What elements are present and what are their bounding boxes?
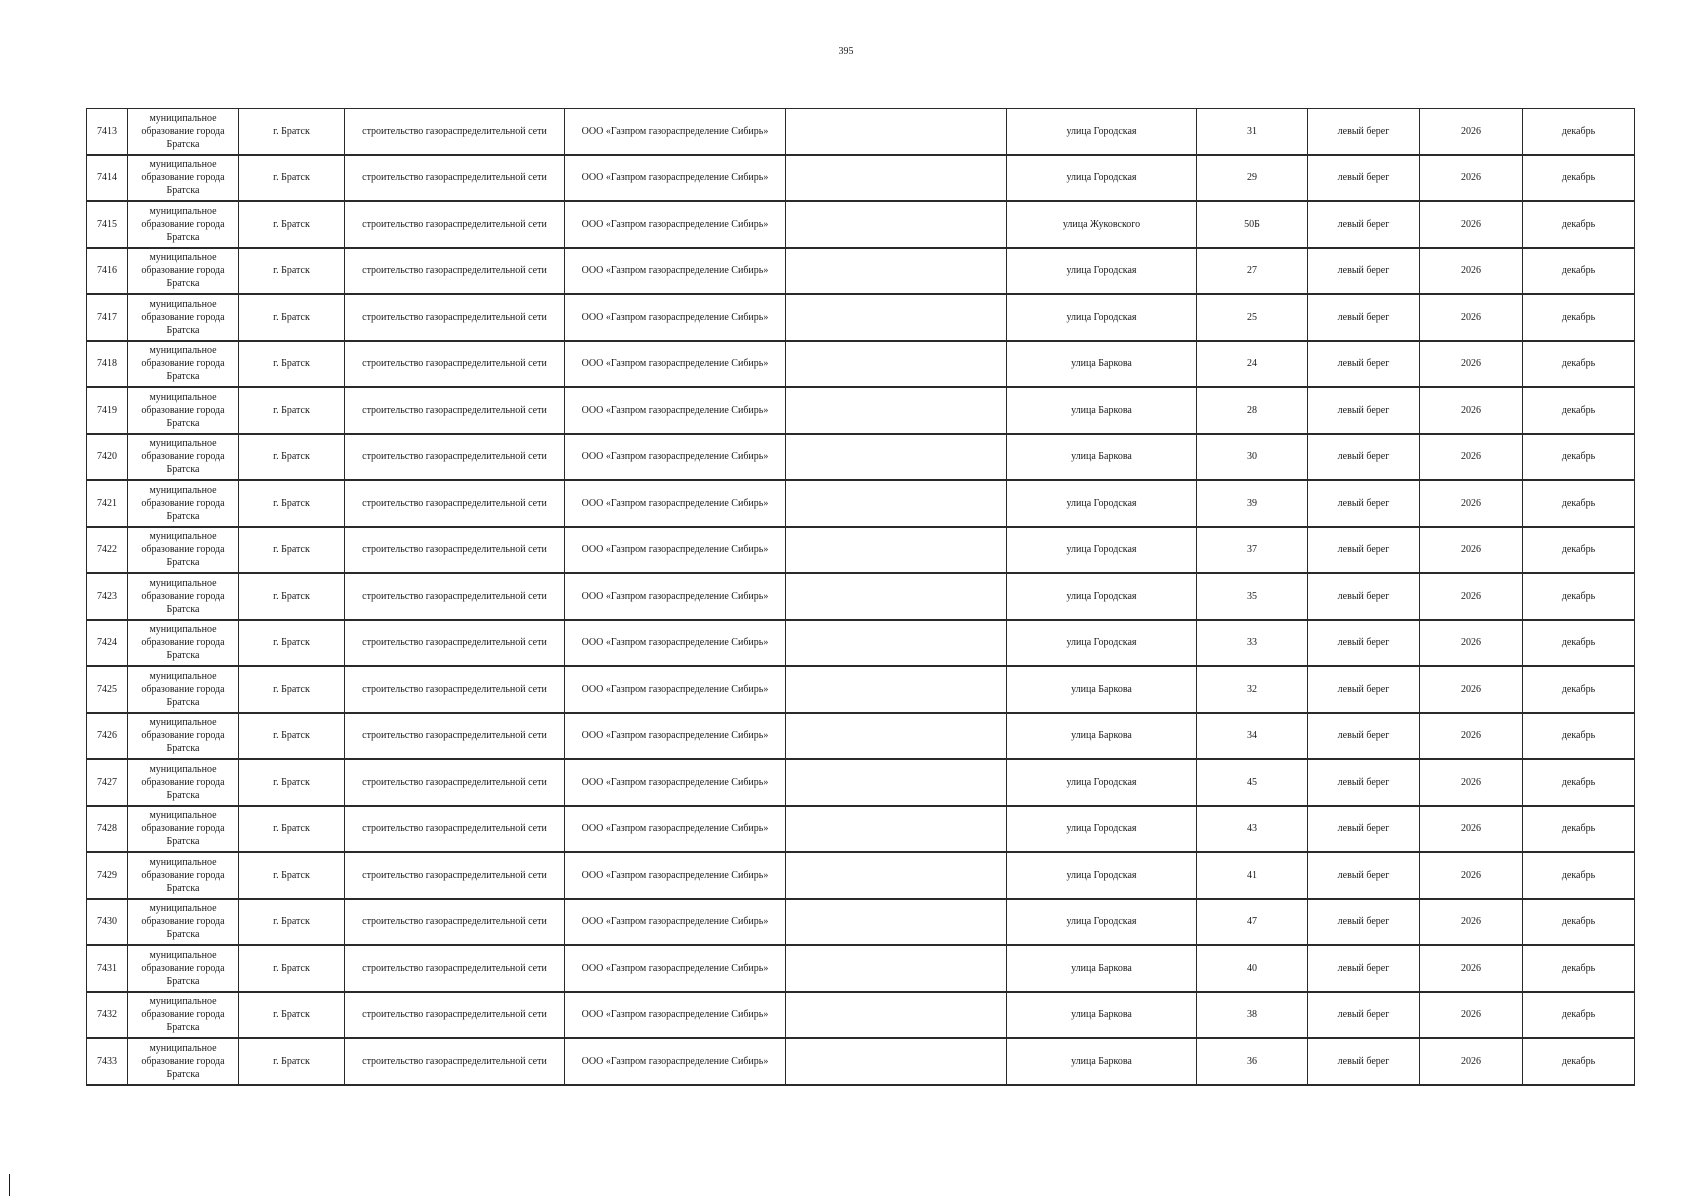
river-bank-cell: левый берег	[1308, 713, 1420, 760]
month-cell: декабрь	[1523, 759, 1635, 806]
municipality-cell: муниципальное образование города Братска	[128, 155, 239, 202]
empty-cell	[786, 248, 1007, 295]
street-cell: улица Баркова	[1007, 666, 1197, 713]
work-type-cell: строительство газораспределительной сети	[345, 666, 565, 713]
year-cell: 2026	[1420, 852, 1523, 899]
table-row	[87, 341, 1635, 388]
table-row	[87, 248, 1635, 295]
empty-cell	[786, 759, 1007, 806]
municipality-cell: муниципальное образование города Братска	[128, 759, 239, 806]
month-cell: декабрь	[1523, 573, 1635, 620]
work-type-cell: строительство газораспределительной сети	[345, 527, 565, 574]
row-number-cell: 7431	[87, 945, 128, 992]
page-number: 395	[838, 46, 854, 57]
work-type-cell: строительство газораспределительной сети	[345, 573, 565, 620]
month-cell: декабрь	[1523, 155, 1635, 202]
table-row	[87, 713, 1635, 760]
month-cell: декабрь	[1523, 341, 1635, 388]
row-number-cell: 7426	[87, 713, 128, 760]
year-cell: 2026	[1420, 1038, 1523, 1085]
municipality-cell: муниципальное образование города Братска	[128, 109, 239, 155]
house-number-cell: 30	[1197, 434, 1308, 481]
table-row	[87, 201, 1635, 248]
river-bank-cell: левый берег	[1308, 341, 1420, 388]
empty-cell	[786, 1038, 1007, 1085]
empty-cell	[786, 666, 1007, 713]
organization-cell: ООО «Газпром газораспределение Сибирь»	[565, 109, 786, 155]
work-type-cell: строительство газораспределительной сети	[345, 806, 565, 853]
city-cell: г. Братск	[239, 155, 345, 202]
city-cell: г. Братск	[239, 852, 345, 899]
work-type-cell: строительство газораспределительной сети	[345, 899, 565, 946]
municipality-cell: муниципальное образование города Братска	[128, 806, 239, 853]
house-number-cell: 43	[1197, 806, 1308, 853]
organization-cell: ООО «Газпром газораспределение Сибирь»	[565, 713, 786, 760]
street-cell: улица Баркова	[1007, 434, 1197, 481]
row-number-cell: 7424	[87, 620, 128, 667]
year-cell: 2026	[1420, 666, 1523, 713]
river-bank-cell: левый берег	[1308, 248, 1420, 295]
month-cell: декабрь	[1523, 527, 1635, 574]
street-cell: улица Городская	[1007, 155, 1197, 202]
city-cell: г. Братск	[239, 480, 345, 527]
empty-cell	[786, 713, 1007, 760]
house-number-cell: 39	[1197, 480, 1308, 527]
organization-cell: ООО «Газпром газораспределение Сибирь»	[565, 1038, 786, 1085]
row-number-cell: 7428	[87, 806, 128, 853]
city-cell: г. Братск	[239, 806, 345, 853]
table-row	[87, 945, 1635, 992]
month-cell: декабрь	[1523, 666, 1635, 713]
month-cell: декабрь	[1523, 1038, 1635, 1085]
city-cell: г. Братск	[239, 713, 345, 760]
municipality-cell: муниципальное образование города Братска	[128, 620, 239, 667]
city-cell: г. Братск	[239, 248, 345, 295]
work-type-cell: строительство газораспределительной сети	[345, 945, 565, 992]
month-cell: декабрь	[1523, 806, 1635, 853]
year-cell: 2026	[1420, 573, 1523, 620]
table-row	[87, 527, 1635, 574]
river-bank-cell: левый берег	[1308, 620, 1420, 667]
street-cell: улица Городская	[1007, 899, 1197, 946]
river-bank-cell: левый берег	[1308, 434, 1420, 481]
river-bank-cell: левый берег	[1308, 899, 1420, 946]
city-cell: г. Братск	[239, 992, 345, 1039]
house-number-cell: 47	[1197, 899, 1308, 946]
house-number-cell: 25	[1197, 294, 1308, 341]
row-number-cell: 7433	[87, 1038, 128, 1085]
row-number-cell: 7420	[87, 434, 128, 481]
work-type-cell: строительство газораспределительной сети	[345, 387, 565, 434]
month-cell: декабрь	[1523, 201, 1635, 248]
month-cell: декабрь	[1523, 109, 1635, 155]
city-cell: г. Братск	[239, 1038, 345, 1085]
river-bank-cell: левый берег	[1308, 1038, 1420, 1085]
organization-cell: ООО «Газпром газораспределение Сибирь»	[565, 248, 786, 295]
municipality-cell: муниципальное образование города Братска	[128, 852, 239, 899]
work-type-cell: строительство газораспределительной сети	[345, 1038, 565, 1085]
registry-table-body	[87, 109, 1635, 1085]
city-cell: г. Братск	[239, 109, 345, 155]
river-bank-cell: левый берег	[1308, 806, 1420, 853]
table-row	[87, 573, 1635, 620]
street-cell: улица Баркова	[1007, 341, 1197, 388]
organization-cell: ООО «Газпром газораспределение Сибирь»	[565, 527, 786, 574]
river-bank-cell: левый берег	[1308, 109, 1420, 155]
house-number-cell: 38	[1197, 992, 1308, 1039]
house-number-cell: 29	[1197, 155, 1308, 202]
row-number-cell: 7418	[87, 341, 128, 388]
empty-cell	[786, 945, 1007, 992]
organization-cell: ООО «Газпром газораспределение Сибирь»	[565, 759, 786, 806]
river-bank-cell: левый берег	[1308, 480, 1420, 527]
year-cell: 2026	[1420, 201, 1523, 248]
empty-cell	[786, 434, 1007, 481]
street-cell: улица Городская	[1007, 248, 1197, 295]
river-bank-cell: левый берег	[1308, 945, 1420, 992]
year-cell: 2026	[1420, 806, 1523, 853]
empty-cell	[786, 480, 1007, 527]
river-bank-cell: левый берег	[1308, 527, 1420, 574]
street-cell: улица Городская	[1007, 527, 1197, 574]
table-row	[87, 155, 1635, 202]
empty-cell	[786, 620, 1007, 667]
year-cell: 2026	[1420, 434, 1523, 481]
river-bank-cell: левый берег	[1308, 294, 1420, 341]
month-cell: декабрь	[1523, 992, 1635, 1039]
row-number-cell: 7416	[87, 248, 128, 295]
month-cell: декабрь	[1523, 852, 1635, 899]
municipality-cell: муниципальное образование города Братска	[128, 992, 239, 1039]
year-cell: 2026	[1420, 480, 1523, 527]
house-number-cell: 27	[1197, 248, 1308, 295]
month-cell: декабрь	[1523, 899, 1635, 946]
month-cell: декабрь	[1523, 387, 1635, 434]
house-number-cell: 35	[1197, 573, 1308, 620]
house-number-cell: 45	[1197, 759, 1308, 806]
municipality-cell: муниципальное образование города Братска	[128, 294, 239, 341]
city-cell: г. Братск	[239, 527, 345, 574]
municipality-cell: муниципальное образование города Братска	[128, 201, 239, 248]
year-cell: 2026	[1420, 155, 1523, 202]
organization-cell: ООО «Газпром газораспределение Сибирь»	[565, 387, 786, 434]
work-type-cell: строительство газораспределительной сети	[345, 852, 565, 899]
year-cell: 2026	[1420, 945, 1523, 992]
work-type-cell: строительство газораспределительной сети	[345, 620, 565, 667]
table-row	[87, 480, 1635, 527]
empty-cell	[786, 109, 1007, 155]
city-cell: г. Братск	[239, 759, 345, 806]
street-cell: улица Городская	[1007, 294, 1197, 341]
year-cell: 2026	[1420, 899, 1523, 946]
city-cell: г. Братск	[239, 387, 345, 434]
city-cell: г. Братск	[239, 341, 345, 388]
river-bank-cell: левый берег	[1308, 573, 1420, 620]
month-cell: декабрь	[1523, 620, 1635, 667]
organization-cell: ООО «Газпром газораспределение Сибирь»	[565, 945, 786, 992]
house-number-cell: 40	[1197, 945, 1308, 992]
city-cell: г. Братск	[239, 620, 345, 667]
house-number-cell: 24	[1197, 341, 1308, 388]
city-cell: г. Братск	[239, 899, 345, 946]
organization-cell: ООО «Газпром газораспределение Сибирь»	[565, 294, 786, 341]
street-cell: улица Городская	[1007, 109, 1197, 155]
work-type-cell: строительство газораспределительной сети	[345, 434, 565, 481]
table-row	[87, 1038, 1635, 1085]
street-cell: улица Баркова	[1007, 1038, 1197, 1085]
municipality-cell: муниципальное образование города Братска	[128, 899, 239, 946]
work-type-cell: строительство газораспределительной сети	[345, 759, 565, 806]
month-cell: декабрь	[1523, 480, 1635, 527]
empty-cell	[786, 899, 1007, 946]
street-cell: улица Баркова	[1007, 713, 1197, 760]
street-cell: улица Городская	[1007, 806, 1197, 853]
year-cell: 2026	[1420, 248, 1523, 295]
city-cell: г. Братск	[239, 573, 345, 620]
organization-cell: ООО «Газпром газораспределение Сибирь»	[565, 666, 786, 713]
river-bank-cell: левый берег	[1308, 992, 1420, 1039]
municipality-cell: муниципальное образование города Братска	[128, 387, 239, 434]
organization-cell: ООО «Газпром газораспределение Сибирь»	[565, 341, 786, 388]
work-type-cell: строительство газораспределительной сети	[345, 109, 565, 155]
month-cell: декабрь	[1523, 434, 1635, 481]
table-row	[87, 899, 1635, 946]
work-type-cell: строительство газораспределительной сети	[345, 201, 565, 248]
city-cell: г. Братск	[239, 945, 345, 992]
street-cell: улица Городская	[1007, 480, 1197, 527]
year-cell: 2026	[1420, 294, 1523, 341]
street-cell: улица Городская	[1007, 573, 1197, 620]
table-row	[87, 806, 1635, 853]
house-number-cell: 33	[1197, 620, 1308, 667]
year-cell: 2026	[1420, 759, 1523, 806]
organization-cell: ООО «Газпром газораспределение Сибирь»	[565, 620, 786, 667]
house-number-cell: 34	[1197, 713, 1308, 760]
river-bank-cell: левый берег	[1308, 155, 1420, 202]
river-bank-cell: левый берег	[1308, 387, 1420, 434]
empty-cell	[786, 341, 1007, 388]
house-number-cell: 31	[1197, 109, 1308, 155]
work-type-cell: строительство газораспределительной сети	[345, 294, 565, 341]
empty-cell	[786, 201, 1007, 248]
organization-cell: ООО «Газпром газораспределение Сибирь»	[565, 155, 786, 202]
organization-cell: ООО «Газпром газораспределение Сибирь»	[565, 434, 786, 481]
table-row	[87, 620, 1635, 667]
work-type-cell: строительство газораспределительной сети	[345, 341, 565, 388]
street-cell: улица Баркова	[1007, 992, 1197, 1039]
river-bank-cell: левый берег	[1308, 852, 1420, 899]
row-number-cell: 7425	[87, 666, 128, 713]
organization-cell: ООО «Газпром газораспределение Сибирь»	[565, 852, 786, 899]
municipality-cell: муниципальное образование города Братска	[128, 434, 239, 481]
municipality-cell: муниципальное образование города Братска	[128, 1038, 239, 1085]
street-cell: улица Баркова	[1007, 387, 1197, 434]
empty-cell	[786, 806, 1007, 853]
empty-cell	[786, 852, 1007, 899]
empty-cell	[786, 527, 1007, 574]
row-number-cell: 7413	[87, 109, 128, 155]
table-row	[87, 434, 1635, 481]
organization-cell: ООО «Газпром газораспределение Сибирь»	[565, 201, 786, 248]
work-type-cell: строительство газораспределительной сети	[345, 480, 565, 527]
row-number-cell: 7414	[87, 155, 128, 202]
month-cell: декабрь	[1523, 945, 1635, 992]
row-number-cell: 7419	[87, 387, 128, 434]
year-cell: 2026	[1420, 620, 1523, 667]
work-type-cell: строительство газораспределительной сети	[345, 155, 565, 202]
row-number-cell: 7427	[87, 759, 128, 806]
street-cell: улица Городская	[1007, 852, 1197, 899]
row-number-cell: 7422	[87, 527, 128, 574]
house-number-cell: 41	[1197, 852, 1308, 899]
row-number-cell: 7423	[87, 573, 128, 620]
row-number-cell: 7415	[87, 201, 128, 248]
municipality-cell: муниципальное образование города Братска	[128, 945, 239, 992]
row-number-cell: 7421	[87, 480, 128, 527]
river-bank-cell: левый берег	[1308, 201, 1420, 248]
empty-cell	[786, 573, 1007, 620]
municipality-cell: муниципальное образование города Братска	[128, 713, 239, 760]
year-cell: 2026	[1420, 527, 1523, 574]
registry-table	[86, 108, 1635, 1086]
empty-cell	[786, 992, 1007, 1039]
year-cell: 2026	[1420, 387, 1523, 434]
year-cell: 2026	[1420, 713, 1523, 760]
river-bank-cell: левый берег	[1308, 759, 1420, 806]
table-row	[87, 759, 1635, 806]
work-type-cell: строительство газораспределительной сети	[345, 992, 565, 1039]
house-number-cell: 28	[1197, 387, 1308, 434]
organization-cell: ООО «Газпром газораспределение Сибирь»	[565, 573, 786, 620]
table-row	[87, 387, 1635, 434]
municipality-cell: муниципальное образование города Братска	[128, 248, 239, 295]
street-cell: улица Жуковского	[1007, 201, 1197, 248]
municipality-cell: муниципальное образование города Братска	[128, 573, 239, 620]
municipality-cell: муниципальное образование города Братска	[128, 341, 239, 388]
table-row	[87, 666, 1635, 713]
city-cell: г. Братск	[239, 201, 345, 248]
year-cell: 2026	[1420, 992, 1523, 1039]
organization-cell: ООО «Газпром газораспределение Сибирь»	[565, 806, 786, 853]
empty-cell	[786, 294, 1007, 341]
row-number-cell: 7417	[87, 294, 128, 341]
row-number-cell: 7432	[87, 992, 128, 1039]
year-cell: 2026	[1420, 341, 1523, 388]
house-number-cell: 32	[1197, 666, 1308, 713]
table-row	[87, 109, 1635, 155]
work-type-cell: строительство газораспределительной сети	[345, 248, 565, 295]
organization-cell: ООО «Газпром газораспределение Сибирь»	[565, 992, 786, 1039]
city-cell: г. Братск	[239, 666, 345, 713]
work-type-cell: строительство газораспределительной сети	[345, 713, 565, 760]
table-row	[87, 852, 1635, 899]
house-number-cell: 36	[1197, 1038, 1308, 1085]
year-cell: 2026	[1420, 109, 1523, 155]
river-bank-cell: левый берег	[1308, 666, 1420, 713]
month-cell: декабрь	[1523, 294, 1635, 341]
street-cell: улица Городская	[1007, 759, 1197, 806]
empty-cell	[786, 155, 1007, 202]
scan-edge-mark	[9, 1174, 10, 1196]
street-cell: улица Баркова	[1007, 945, 1197, 992]
city-cell: г. Братск	[239, 294, 345, 341]
municipality-cell: муниципальное образование города Братска	[128, 527, 239, 574]
row-number-cell: 7430	[87, 899, 128, 946]
month-cell: декабрь	[1523, 248, 1635, 295]
municipality-cell: муниципальное образование города Братска	[128, 480, 239, 527]
house-number-cell: 50Б	[1197, 201, 1308, 248]
empty-cell	[786, 387, 1007, 434]
street-cell: улица Городская	[1007, 620, 1197, 667]
municipality-cell: муниципальное образование города Братска	[128, 666, 239, 713]
city-cell: г. Братск	[239, 434, 345, 481]
row-number-cell: 7429	[87, 852, 128, 899]
house-number-cell: 37	[1197, 527, 1308, 574]
table-row	[87, 992, 1635, 1039]
table-row	[87, 294, 1635, 341]
month-cell: декабрь	[1523, 713, 1635, 760]
organization-cell: ООО «Газпром газораспределение Сибирь»	[565, 480, 786, 527]
organization-cell: ООО «Газпром газораспределение Сибирь»	[565, 899, 786, 946]
